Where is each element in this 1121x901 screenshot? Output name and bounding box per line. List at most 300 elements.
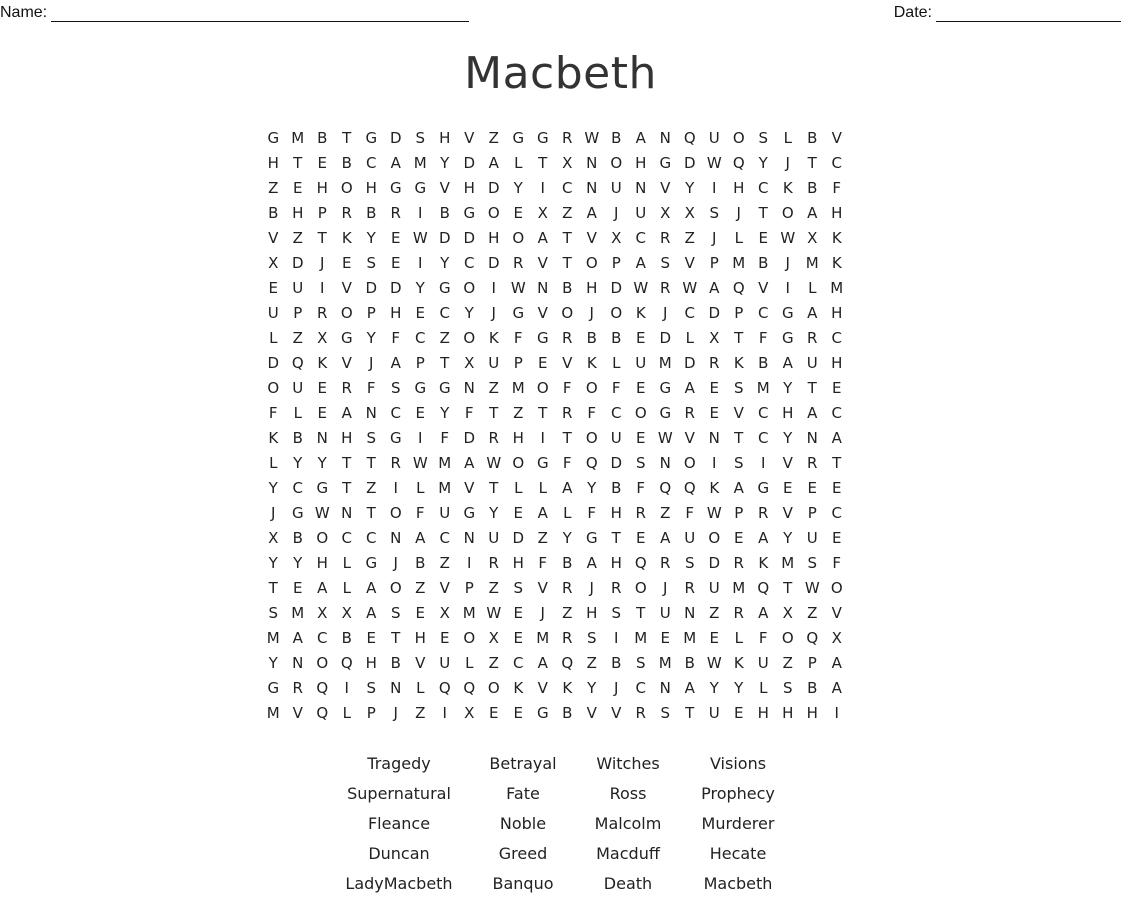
grid-letter: N: [292, 654, 304, 672]
grid-letter: R: [390, 454, 401, 472]
grid-letter: X: [782, 604, 793, 622]
grid-letter: Q: [340, 654, 353, 672]
grid-letter: E: [317, 404, 327, 422]
date-field: [894, 4, 1121, 22]
grid-letter: L: [734, 629, 743, 647]
grid-letter: U: [806, 529, 818, 547]
grid-letter: B: [611, 329, 622, 347]
grid-letter: S: [586, 629, 597, 647]
grid-letter: Y: [587, 679, 597, 697]
grid-letter: D: [683, 354, 696, 372]
grid-letter: Z: [488, 579, 499, 597]
grid-letter: C: [758, 429, 769, 447]
grid-letter: B: [758, 254, 769, 272]
grid-letter: Z: [488, 654, 499, 672]
grid-letter: N: [806, 429, 818, 447]
grid-letter: L: [783, 129, 792, 147]
grid-letter: T: [832, 454, 842, 472]
grid-letter: G: [414, 179, 427, 197]
grid-letter: J: [271, 504, 276, 522]
word-list-item: LadyMacbeth: [345, 874, 453, 893]
grid-letter: U: [610, 429, 622, 447]
grid-letter: Z: [292, 229, 303, 247]
grid-letter: V: [537, 304, 548, 322]
grid-letter: B: [807, 679, 818, 697]
name-label: Name:: [0, 4, 48, 21]
grid-letter: L: [612, 354, 621, 372]
grid-letter: C: [464, 254, 475, 272]
grid-letter: G: [757, 479, 770, 497]
grid-letter: Y: [685, 179, 695, 197]
grid-letter: W: [682, 279, 698, 297]
grid-letter: M: [756, 379, 770, 397]
grid-letter: H: [488, 229, 500, 247]
grid-letter: O: [389, 504, 402, 522]
grid-letter: R: [684, 404, 695, 422]
grid-letter: I: [540, 179, 545, 197]
grid-letter: A: [562, 479, 573, 497]
grid-letter: K: [733, 354, 744, 372]
grid-letter: C: [684, 304, 695, 322]
word-list-item: Witches: [596, 754, 660, 773]
grid-letter: V: [586, 229, 597, 247]
grid-letter: Y: [783, 379, 793, 397]
grid-letter: N: [537, 279, 549, 297]
grid-letter: A: [537, 229, 548, 247]
grid-letter: D: [463, 154, 476, 172]
word-list-item: Banquo: [492, 874, 554, 893]
grid-letter: D: [610, 279, 623, 297]
grid-letter: Q: [683, 479, 696, 497]
grid-letter: M: [658, 354, 672, 372]
grid-letter: A: [709, 279, 720, 297]
grid-letter: A: [733, 479, 744, 497]
grid-letter: N: [659, 679, 671, 697]
grid-letter: M: [732, 254, 746, 272]
grid-letter: K: [488, 329, 499, 347]
grid-letter: V: [831, 129, 842, 147]
grid-letter: E: [709, 379, 719, 397]
grid-letter: G: [340, 329, 353, 347]
grid-letter: P: [366, 704, 376, 722]
grid-letter: Q: [732, 154, 745, 172]
grid-letter: E: [440, 629, 450, 647]
grid-letter: I: [761, 454, 766, 472]
grid-letter: H: [390, 304, 402, 322]
grid-letter: E: [636, 379, 646, 397]
grid-letter: A: [635, 129, 646, 147]
grid-letter: F: [758, 629, 768, 647]
grid-letter: X: [341, 604, 352, 622]
grid-letter: D: [389, 129, 402, 147]
grid-letter: L: [538, 479, 547, 497]
grid-letter: W: [706, 504, 722, 522]
grid-letter: H: [586, 279, 598, 297]
grid-letter: V: [586, 704, 597, 722]
grid-letter: M: [536, 629, 550, 647]
grid-letter: C: [635, 229, 646, 247]
grid-letter: F: [440, 429, 450, 447]
grid-letter: W: [486, 454, 502, 472]
grid-letter: H: [782, 704, 794, 722]
grid-letter: N: [586, 179, 598, 197]
grid-letter: S: [390, 379, 401, 397]
grid-letter: T: [758, 204, 768, 222]
grid-letter: E: [342, 254, 352, 272]
grid-letter: B: [562, 279, 573, 297]
letter-grid: [261, 126, 849, 726]
grid-letter: A: [831, 429, 842, 447]
grid-letter: U: [439, 504, 451, 522]
grid-letter: R: [660, 554, 671, 572]
grid-letter: A: [586, 554, 597, 572]
grid-letter: F: [464, 404, 474, 422]
grid-letter: T: [489, 479, 499, 497]
grid-letter: C: [831, 154, 842, 172]
grid-letter: J: [393, 704, 398, 722]
grid-letter: Q: [585, 454, 598, 472]
grid-letter: D: [291, 254, 304, 272]
grid-letter: P: [293, 304, 303, 322]
grid-letter: I: [418, 204, 423, 222]
grid-letter: A: [684, 679, 695, 697]
grid-letter: F: [268, 404, 278, 422]
grid-letter: P: [734, 504, 744, 522]
date-line: [936, 5, 1121, 22]
grid-letter: E: [734, 529, 744, 547]
grid-letter: Z: [415, 704, 426, 722]
grid-letter: A: [807, 304, 818, 322]
grid-letter: S: [709, 204, 720, 222]
grid-letter: H: [414, 629, 426, 647]
grid-letter: S: [660, 254, 671, 272]
grid-letter: N: [316, 429, 328, 447]
grid-letter: F: [538, 554, 548, 572]
grid-letter: T: [489, 404, 499, 422]
grid-letter: Y: [709, 679, 719, 697]
grid-letter: H: [757, 704, 769, 722]
grid-letter: R: [709, 354, 720, 372]
grid-letter: X: [831, 629, 842, 647]
grid-letter: Z: [488, 379, 499, 397]
grid-letter: Y: [440, 154, 450, 172]
grid-letter: R: [660, 279, 671, 297]
grid-letter: Z: [562, 204, 573, 222]
grid-letter: N: [365, 404, 377, 422]
grid-letter: R: [317, 304, 328, 322]
grid-letter: Y: [366, 329, 376, 347]
grid-letter: B: [562, 554, 573, 572]
grid-letter: X: [562, 154, 573, 172]
grid-letter: G: [659, 404, 672, 422]
grid-letter: N: [586, 154, 598, 172]
word-list-item: Betrayal: [489, 754, 557, 773]
grid-letter: E: [391, 229, 401, 247]
grid-letter: B: [268, 204, 279, 222]
grid-letter: J: [589, 579, 594, 597]
grid-letter: M: [462, 604, 476, 622]
grid-letter: K: [513, 679, 524, 697]
grid-letter: V: [439, 179, 450, 197]
grid-letter: O: [585, 379, 598, 397]
grid-letter: J: [785, 254, 790, 272]
grid-letter: A: [390, 354, 401, 372]
grid-letter: S: [390, 604, 401, 622]
grid-letter: U: [292, 379, 304, 397]
grid-letter: U: [757, 654, 769, 672]
grid-letter: D: [438, 229, 451, 247]
grid-letter: T: [317, 229, 327, 247]
grid-letter: V: [464, 479, 475, 497]
page-title: Macbeth: [464, 48, 657, 99]
grid-letter: O: [463, 629, 476, 647]
grid-letter: L: [514, 479, 523, 497]
grid-letter: M: [658, 654, 672, 672]
grid-letter: F: [587, 404, 597, 422]
grid-letter: O: [781, 204, 794, 222]
grid-letter: C: [831, 504, 842, 522]
grid-letter: W: [706, 154, 722, 172]
grid-letter: T: [440, 354, 450, 372]
grid-letter: A: [366, 579, 377, 597]
grid-letter: C: [366, 154, 377, 172]
grid-letter: C: [439, 304, 450, 322]
grid-letter: R: [390, 204, 401, 222]
grid-letter: G: [291, 504, 304, 522]
grid-letter: B: [758, 354, 769, 372]
grid-letter: A: [317, 579, 328, 597]
grid-letter: U: [488, 354, 500, 372]
grid-letter: S: [366, 679, 377, 697]
grid-letter: T: [807, 379, 817, 397]
grid-letter: O: [536, 379, 549, 397]
grid-letter: F: [587, 504, 597, 522]
grid-letter: P: [366, 304, 376, 322]
grid-letter: Z: [562, 604, 573, 622]
grid-letter: O: [585, 429, 598, 447]
grid-letter: E: [660, 629, 670, 647]
grid-letter: O: [610, 304, 623, 322]
grid-letter: K: [709, 479, 720, 497]
grid-letter: Y: [464, 304, 474, 322]
grid-letter: P: [807, 504, 817, 522]
grid-letter: T: [734, 329, 744, 347]
grid-letter: J: [614, 204, 619, 222]
grid-letter: H: [316, 179, 328, 197]
grid-letter: V: [341, 279, 352, 297]
grid-letter: Y: [440, 404, 450, 422]
grid-letter: V: [537, 254, 548, 272]
grid-letter: E: [832, 529, 842, 547]
grid-letter: Y: [268, 654, 278, 672]
grid-letter: L: [293, 404, 302, 422]
grid-letter: P: [513, 354, 523, 372]
grid-letter: E: [415, 604, 425, 622]
grid-letter: L: [342, 554, 351, 572]
grid-letter: B: [684, 654, 695, 672]
grid-letter: H: [831, 354, 843, 372]
grid-letter: R: [807, 329, 818, 347]
grid-letter: I: [712, 179, 717, 197]
grid-letter: M: [266, 629, 280, 647]
grid-letter: I: [614, 629, 619, 647]
grid-letter: V: [660, 179, 671, 197]
grid-letter: E: [317, 154, 327, 172]
grid-letter: E: [807, 479, 817, 497]
grid-letter: J: [736, 204, 741, 222]
grid-letter: F: [685, 504, 695, 522]
word-list-item: Ross: [609, 784, 647, 803]
grid-letter: K: [782, 179, 793, 197]
grid-letter: L: [685, 329, 694, 347]
grid-letter: Z: [366, 479, 377, 497]
grid-letter: X: [268, 529, 279, 547]
grid-letter: A: [488, 154, 499, 172]
grid-letter: H: [512, 554, 524, 572]
grid-letter: F: [758, 329, 768, 347]
grid-letter: E: [636, 529, 646, 547]
grid-letter: A: [635, 254, 646, 272]
grid-letter: J: [663, 304, 668, 322]
grid-letter: R: [733, 554, 744, 572]
grid-letter: H: [610, 554, 622, 572]
grid-letter: Q: [291, 354, 304, 372]
grid-letter: Z: [660, 504, 671, 522]
grid-letter: M: [805, 254, 819, 272]
grid-letter: S: [782, 679, 793, 697]
grid-letter: U: [439, 654, 451, 672]
grid-letter: G: [463, 504, 476, 522]
grid-letter: H: [341, 429, 353, 447]
grid-letter: E: [783, 479, 793, 497]
word-list-item: Fleance: [367, 814, 431, 833]
grid-letter: S: [733, 454, 744, 472]
grid-letter: L: [734, 229, 743, 247]
grid-letter: K: [317, 354, 328, 372]
grid-letter: G: [536, 129, 549, 147]
grid-letter: I: [320, 279, 325, 297]
grid-letter: X: [537, 204, 548, 222]
grid-letter: R: [562, 329, 573, 347]
grid-letter: N: [463, 379, 475, 397]
grid-letter: R: [635, 704, 646, 722]
grid-letter: G: [389, 179, 402, 197]
grid-letter: G: [585, 529, 598, 547]
word-list-item: Murderer: [701, 814, 775, 833]
grid-letter: U: [610, 179, 622, 197]
grid-letter: Z: [807, 604, 818, 622]
word-list-item: Macbeth: [703, 874, 773, 893]
grid-letter: O: [732, 129, 745, 147]
grid-letter: E: [538, 354, 548, 372]
grid-letter: E: [513, 504, 523, 522]
grid-letter: Z: [439, 554, 450, 572]
grid-letter: Y: [587, 479, 597, 497]
grid-letter: C: [758, 179, 769, 197]
grid-letter: X: [439, 604, 450, 622]
grid-letter: U: [684, 529, 696, 547]
grid-letter: O: [487, 204, 500, 222]
grid-letter: J: [491, 304, 496, 322]
grid-letter: L: [514, 154, 523, 172]
grid-letter: E: [513, 604, 523, 622]
grid-letter: R: [341, 204, 352, 222]
grid-letter: H: [610, 504, 622, 522]
grid-letter: E: [636, 329, 646, 347]
grid-letter: S: [268, 604, 279, 622]
grid-letter: T: [562, 429, 572, 447]
grid-letter: E: [709, 629, 719, 647]
grid-letter: L: [759, 679, 768, 697]
grid-letter: J: [663, 579, 668, 597]
grid-letter: A: [537, 654, 548, 672]
grid-letter: V: [782, 454, 793, 472]
grid-letter: G: [389, 429, 402, 447]
grid-letter: U: [708, 129, 720, 147]
grid-letter: U: [659, 604, 671, 622]
grid-letter: Y: [758, 154, 768, 172]
grid-letter: Y: [317, 454, 327, 472]
grid-letter: B: [611, 654, 622, 672]
grid-letter: R: [562, 629, 573, 647]
grid-letter: D: [708, 304, 721, 322]
grid-letter: J: [540, 604, 545, 622]
grid-letter: A: [415, 529, 426, 547]
grid-letter: E: [734, 704, 744, 722]
grid-letter: O: [340, 179, 353, 197]
grid-letter: C: [292, 479, 303, 497]
grid-letter: W: [804, 579, 820, 597]
grid-letter: G: [512, 304, 525, 322]
grid-letter: L: [342, 579, 351, 597]
grid-letter: D: [659, 329, 672, 347]
grid-letter: W: [412, 454, 428, 472]
grid-letter: K: [635, 304, 646, 322]
grid-letter: F: [415, 504, 425, 522]
grid-letter: U: [708, 704, 720, 722]
grid-letter: Z: [268, 179, 279, 197]
word-list-item: Visions: [709, 754, 767, 773]
grid-letter: Y: [489, 504, 499, 522]
grid-letter: M: [413, 154, 427, 172]
grid-letter: J: [614, 679, 619, 697]
grid-letter: F: [562, 379, 572, 397]
grid-letter: X: [464, 354, 475, 372]
word-list-item: Death: [603, 874, 653, 893]
grid-letter: U: [806, 354, 818, 372]
grid-letter: Z: [586, 654, 597, 672]
grid-letter: E: [415, 404, 425, 422]
grid-letter: T: [268, 579, 278, 597]
grid-letter: Z: [292, 329, 303, 347]
grid-letter: M: [266, 704, 280, 722]
grid-letter: R: [341, 379, 352, 397]
grid-letter: A: [831, 654, 842, 672]
grid-letter: D: [463, 429, 476, 447]
grid-letter: G: [365, 129, 378, 147]
grid-letter: T: [783, 579, 793, 597]
grid-letter: G: [659, 379, 672, 397]
grid-letter: E: [293, 179, 303, 197]
grid-letter: V: [439, 579, 450, 597]
grid-letter: N: [390, 679, 402, 697]
grid-letter: J: [393, 554, 398, 572]
grid-letter: Y: [366, 229, 376, 247]
grid-letter: O: [610, 154, 623, 172]
grid-letter: L: [465, 654, 474, 672]
grid-letter: Y: [415, 279, 425, 297]
grid-letter: V: [341, 354, 352, 372]
